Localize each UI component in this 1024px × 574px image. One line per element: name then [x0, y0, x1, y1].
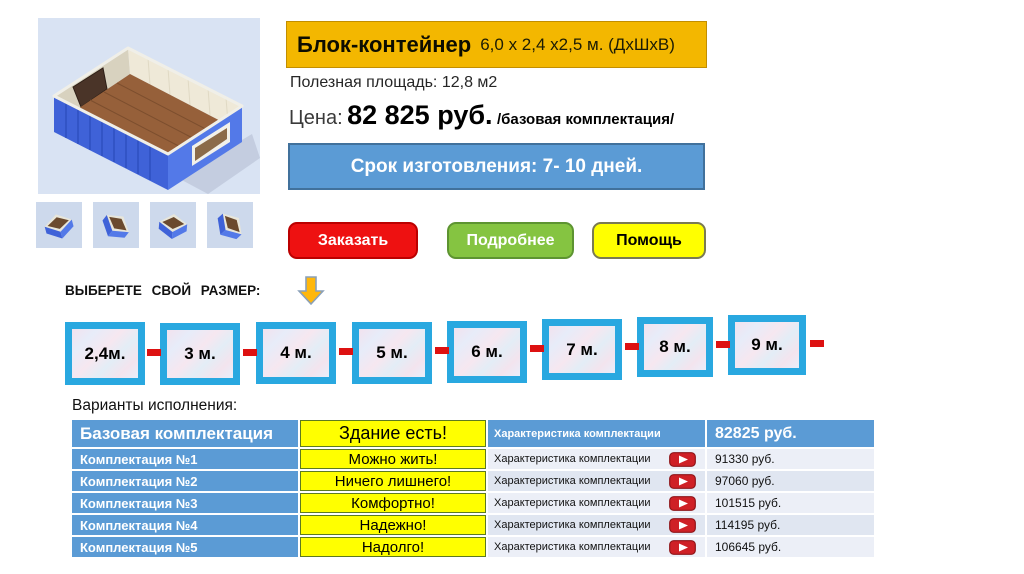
variant-price: 101515 руб. — [707, 493, 874, 513]
size-option-2-4m[interactable]: 2,4м. — [65, 322, 145, 385]
variant-name: Комплектация №2 — [72, 471, 298, 491]
size-option-6m[interactable]: 6 м. — [447, 321, 527, 383]
size-connector-dash — [810, 340, 824, 347]
variant-price: 91330 руб. — [707, 449, 874, 469]
variant-slogan: Комфортно! — [300, 493, 486, 513]
thumbnail-3[interactable] — [150, 202, 196, 248]
variants-heading: Варианты исполнения: — [72, 397, 238, 414]
details-button[interactable]: Подробнее — [447, 222, 574, 259]
price-label: Цена: — [289, 107, 343, 129]
size-connector-dash — [625, 343, 639, 350]
variant-slogan: Можно жить! — [300, 449, 486, 469]
price-value: 82 825 руб. — [347, 100, 493, 130]
play-video-icon[interactable] — [669, 540, 696, 555]
variant-characteristics: Характеристика комплектации — [488, 493, 705, 513]
product-dimensions: 6,0 х 2,4 х2,5 м. (ДхШхВ) — [480, 34, 675, 54]
thumbnail-1[interactable] — [36, 202, 82, 248]
variant-name: Комплектация №4 — [72, 515, 298, 535]
variant-price: 97060 руб. — [707, 471, 874, 491]
variants-table — [72, 420, 874, 557]
size-picker-heading: ВЫБЕРЕТЕ СВОЙ РАЗМЕР: — [65, 283, 261, 298]
thumbnail-strip — [36, 202, 253, 248]
variant-price: 82825 руб. — [707, 420, 874, 447]
order-button[interactable]: Заказать — [288, 222, 418, 259]
size-option-9m[interactable]: 9 м. — [728, 315, 806, 375]
price-line — [289, 100, 674, 131]
size-connector-dash — [530, 345, 544, 352]
product-image — [38, 18, 260, 194]
help-button[interactable]: Помощь — [592, 222, 706, 259]
variant-price: 114195 руб. — [707, 515, 874, 535]
useful-area-label: Полезная площадь: — [290, 74, 438, 91]
lead-time-banner: Срок изготовления: 7- 10 дней. — [288, 143, 705, 190]
variant-name: Комплектация №3 — [72, 493, 298, 513]
thumbnail-4[interactable] — [207, 202, 253, 248]
size-option-3m[interactable]: 3 м. — [160, 323, 240, 385]
variant-characteristics: Характеристика комплектации — [488, 515, 705, 535]
variant-slogan: Надежно! — [300, 515, 486, 535]
size-option-5m[interactable]: 5 м. — [352, 322, 432, 384]
useful-area-value: 12,8 м2 — [441, 74, 498, 91]
product-title: Блок-контейнер — [297, 31, 472, 57]
size-connector-dash — [243, 349, 257, 356]
size-connector-dash — [147, 349, 161, 356]
product-title-box — [286, 21, 707, 68]
variant-characteristics: Характеристика комплектации — [488, 420, 705, 447]
size-connector-dash — [716, 341, 730, 348]
variant-characteristics: Характеристика комплектации — [488, 537, 705, 557]
thumbnail-2[interactable] — [93, 202, 139, 248]
useful-area-line — [290, 74, 497, 92]
variant-slogan: Надолго! — [300, 537, 486, 557]
size-option-8m[interactable]: 8 м. — [637, 317, 713, 377]
variant-characteristics: Характеристика комплектации — [488, 471, 705, 491]
price-note: /базовая комплектация/ — [496, 111, 675, 128]
variant-name: Базовая комплектация — [72, 420, 298, 447]
container-3d-render — [38, 18, 260, 194]
size-option-7m[interactable]: 7 м. — [542, 319, 622, 380]
play-video-icon[interactable] — [669, 496, 696, 511]
variant-slogan: Здание есть! — [300, 420, 486, 447]
size-option-4m[interactable]: 4 м. — [256, 322, 336, 384]
play-video-icon[interactable] — [669, 518, 696, 533]
variant-slogan: Ничего лишнего! — [300, 471, 486, 491]
size-connector-dash — [339, 348, 353, 355]
down-arrow-icon — [297, 275, 325, 307]
variant-characteristics: Характеристика комплектации — [488, 449, 705, 469]
size-connector-dash — [435, 347, 449, 354]
variant-name: Комплектация №1 — [72, 449, 298, 469]
play-video-icon[interactable] — [669, 474, 696, 489]
play-video-icon[interactable] — [669, 452, 696, 467]
variant-price: 106645 руб. — [707, 537, 874, 557]
variant-name: Комплектация №5 — [72, 537, 298, 557]
